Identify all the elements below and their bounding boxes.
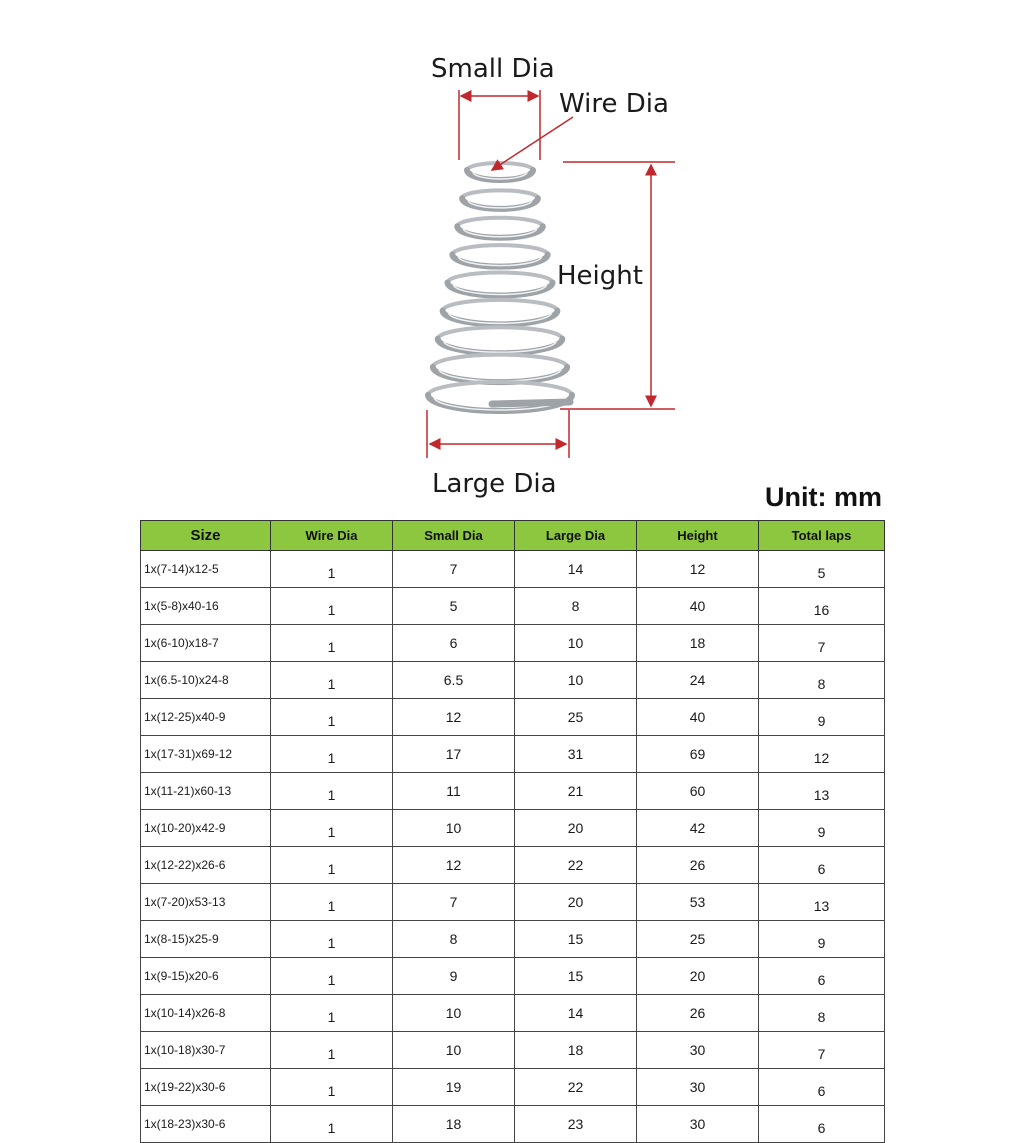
cell-small-dia: 19 — [393, 1069, 515, 1106]
cell-small-dia: 5 — [393, 588, 515, 625]
table-row — [141, 884, 885, 921]
cell-height: 18 — [637, 625, 759, 662]
cell-small-dia: 17 — [393, 736, 515, 773]
cell-wire-dia: 1 — [271, 1032, 393, 1069]
cell-large-dia: 14 — [515, 995, 637, 1032]
spring-coil — [443, 311, 558, 325]
cell-wire-dia: 1 — [271, 736, 393, 773]
cell-total-laps: 6 — [759, 1106, 885, 1143]
cell-height: 24 — [637, 662, 759, 699]
cell-total-laps: 7 — [759, 1032, 885, 1069]
cell-total-laps: 13 — [759, 773, 885, 810]
table-row — [141, 1106, 885, 1143]
cell-height: 25 — [637, 921, 759, 958]
cell-large-dia: 10 — [515, 662, 637, 699]
cell-height: 42 — [637, 810, 759, 847]
cell-total-laps: 5 — [759, 551, 885, 588]
cell-wire-dia: 1 — [271, 810, 393, 847]
cell-height: 60 — [637, 773, 759, 810]
spring-coil — [433, 367, 567, 382]
spring-coil-back — [443, 300, 558, 311]
cell-wire-dia: 1 — [271, 995, 393, 1032]
spring-coil-back — [428, 382, 572, 395]
cell-small-dia: 12 — [393, 847, 515, 884]
small-dia-label: Small Dia — [431, 54, 555, 84]
table-row — [141, 995, 885, 1032]
cell-total-laps: 9 — [759, 699, 885, 736]
cell-height: 30 — [637, 1032, 759, 1069]
cell-large-dia: 22 — [515, 1069, 637, 1106]
cell-total-laps: 9 — [759, 921, 885, 958]
cell-height: 30 — [637, 1106, 759, 1143]
cell-size: 1x(10-14)x26-8 — [141, 995, 271, 1032]
conical-spring-image — [428, 163, 572, 411]
cell-size: 1x(12-25)x40-9 — [141, 699, 271, 736]
cell-large-dia: 31 — [515, 736, 637, 773]
header-wire-dia: Wire Dia — [271, 521, 393, 551]
table-row — [141, 588, 885, 625]
wire-dia-label: Wire Dia — [559, 89, 669, 119]
cell-height: 40 — [637, 699, 759, 736]
table-header-row — [141, 521, 885, 551]
table-row — [141, 921, 885, 958]
spring-coil — [448, 283, 553, 296]
cell-wire-dia: 1 — [271, 588, 393, 625]
table-row — [141, 662, 885, 699]
cell-wire-dia: 1 — [271, 773, 393, 810]
cell-small-dia: 6 — [393, 625, 515, 662]
cell-height: 53 — [637, 884, 759, 921]
cell-total-laps: 16 — [759, 588, 885, 625]
spring-coil-back — [448, 273, 553, 283]
spring-coil-back — [462, 190, 538, 198]
spring-coil-back — [433, 355, 567, 367]
cell-height: 26 — [637, 847, 759, 884]
cell-size: 1x(12-22)x26-6 — [141, 847, 271, 884]
cell-height: 20 — [637, 958, 759, 995]
cell-size: 1x(18-23)x30-6 — [141, 1106, 271, 1143]
height-label: Height — [557, 261, 643, 291]
cell-large-dia: 15 — [515, 921, 637, 958]
cell-total-laps: 8 — [759, 662, 885, 699]
table-row — [141, 1032, 885, 1069]
cell-size: 1x(11-21)x60-13 — [141, 773, 271, 810]
cell-total-laps: 13 — [759, 884, 885, 921]
header-small-dia: Small Dia — [393, 521, 515, 551]
cell-small-dia: 7 — [393, 884, 515, 921]
spring-coil-back — [452, 245, 547, 254]
table-row — [141, 958, 885, 995]
cell-wire-dia: 1 — [271, 1106, 393, 1143]
cell-size: 1x(7-14)x12-5 — [141, 551, 271, 588]
header-total-laps: Total laps — [759, 521, 885, 551]
table-row — [141, 551, 885, 588]
table-row — [141, 773, 885, 810]
header-large-dia: Large Dia — [515, 521, 637, 551]
cell-small-dia: 8 — [393, 921, 515, 958]
cell-large-dia: 25 — [515, 699, 637, 736]
cell-total-laps: 6 — [759, 847, 885, 884]
cell-size: 1x(7-20)x53-13 — [141, 884, 271, 921]
cell-small-dia: 18 — [393, 1106, 515, 1143]
cell-large-dia: 8 — [515, 588, 637, 625]
table-row — [141, 847, 885, 884]
cell-size: 1x(10-18)x30-7 — [141, 1032, 271, 1069]
cell-height: 30 — [637, 1069, 759, 1106]
cell-wire-dia: 1 — [271, 699, 393, 736]
spring-coil — [452, 254, 547, 266]
cell-small-dia: 12 — [393, 699, 515, 736]
cell-wire-dia: 1 — [271, 625, 393, 662]
cell-size: 1x(6-10)x18-7 — [141, 625, 271, 662]
table-row — [141, 699, 885, 736]
cell-size: 1x(19-22)x30-6 — [141, 1069, 271, 1106]
cell-large-dia: 20 — [515, 884, 637, 921]
cell-height: 26 — [637, 995, 759, 1032]
cell-small-dia: 10 — [393, 995, 515, 1032]
cell-large-dia: 20 — [515, 810, 637, 847]
cell-small-dia: 7 — [393, 551, 515, 588]
cell-height: 12 — [637, 551, 759, 588]
large-dia-label: Large Dia — [432, 469, 557, 499]
cell-small-dia: 6.5 — [393, 662, 515, 699]
cell-size: 1x(9-15)x20-6 — [141, 958, 271, 995]
small-dia-dimension — [459, 90, 540, 160]
cell-wire-dia: 1 — [271, 921, 393, 958]
header-height: Height — [637, 521, 759, 551]
cell-large-dia: 21 — [515, 773, 637, 810]
cell-large-dia: 15 — [515, 958, 637, 995]
table-row — [141, 1069, 885, 1106]
cell-wire-dia: 1 — [271, 958, 393, 995]
cell-small-dia: 11 — [393, 773, 515, 810]
table-row — [141, 625, 885, 662]
cell-wire-dia: 1 — [271, 884, 393, 921]
cell-total-laps: 6 — [759, 958, 885, 995]
cell-total-laps: 9 — [759, 810, 885, 847]
cell-large-dia: 14 — [515, 551, 637, 588]
spring-coil-back — [438, 327, 563, 339]
cell-size: 1x(8-15)x25-9 — [141, 921, 271, 958]
spring-end — [492, 402, 570, 404]
cell-height: 40 — [637, 588, 759, 625]
cell-height: 69 — [637, 736, 759, 773]
cell-total-laps: 7 — [759, 625, 885, 662]
header-size: Size — [141, 521, 271, 551]
cell-large-dia: 22 — [515, 847, 637, 884]
cell-large-dia: 10 — [515, 625, 637, 662]
cell-wire-dia: 1 — [271, 1069, 393, 1106]
large-dia-dimension — [427, 410, 569, 458]
cell-total-laps: 6 — [759, 1069, 885, 1106]
cell-small-dia: 9 — [393, 958, 515, 995]
spring-dimension-diagram — [0, 0, 1024, 510]
wire-dia-leader — [492, 117, 573, 170]
cell-large-dia: 23 — [515, 1106, 637, 1143]
unit-label: Unit: mm — [765, 482, 882, 512]
cell-small-dia: 10 — [393, 1032, 515, 1069]
cell-size: 1x(6.5-10)x24-8 — [141, 662, 271, 699]
cell-size: 1x(17-31)x69-12 — [141, 736, 271, 773]
table-row — [141, 810, 885, 847]
table-row — [141, 736, 885, 773]
spring-coil-back — [457, 218, 543, 227]
cell-size: 1x(10-20)x42-9 — [141, 810, 271, 847]
cell-wire-dia: 1 — [271, 662, 393, 699]
cell-size: 1x(5-8)x40-16 — [141, 588, 271, 625]
spring-spec-table — [140, 520, 885, 1143]
cell-total-laps: 12 — [759, 736, 885, 773]
cell-wire-dia: 1 — [271, 847, 393, 884]
cell-total-laps: 8 — [759, 995, 885, 1032]
spring-coil — [438, 339, 563, 354]
cell-large-dia: 18 — [515, 1032, 637, 1069]
cell-wire-dia: 1 — [271, 551, 393, 588]
cell-small-dia: 10 — [393, 810, 515, 847]
